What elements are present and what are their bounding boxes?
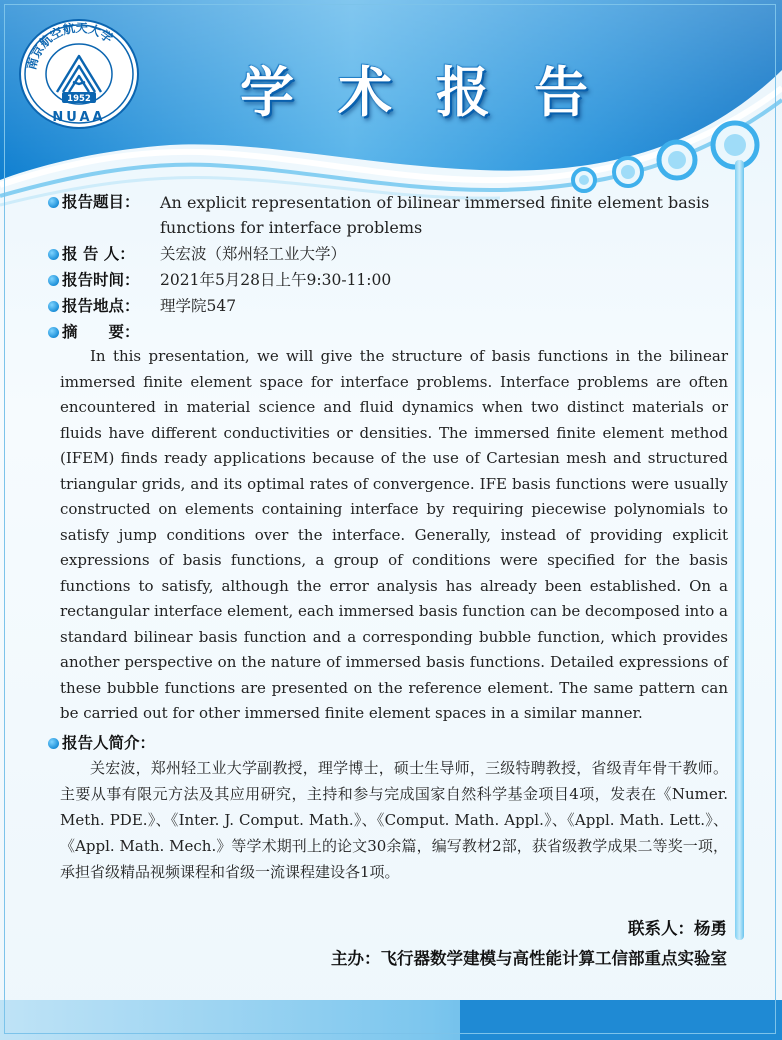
bottom-bar-accent xyxy=(460,1000,782,1040)
right-decorative-pipe xyxy=(735,160,744,940)
speaker-label: 报 告 人： xyxy=(62,245,135,263)
title-char: 告 xyxy=(534,61,592,124)
bullet-icon xyxy=(48,249,59,260)
host-organization: 主办：飞行器数学建模与高性能计算工信部重点实验室 xyxy=(331,949,727,968)
bullet-icon xyxy=(48,197,59,208)
contact-person: 联系人：杨勇 xyxy=(628,919,727,938)
topic-value: An explicit representation of bilinear immersed finite element basis functions for interface problems xyxy=(160,193,710,237)
time-row xyxy=(48,268,728,292)
title-char: 报 xyxy=(436,61,494,124)
abstract-label: 摘 要： xyxy=(62,323,140,341)
bullet-icon xyxy=(48,275,59,286)
content xyxy=(48,190,728,885)
logo-arc-text: 南京航空航天大学 xyxy=(24,20,116,72)
abstract-text: In this presentation, we will give the structure of basis functions in the bilinear immersed finite element space for interface problems. Interface problems are often encountered in material science and fluid dynamics when two distinct materials or fluids have different conductivities or densities. The immersed finite element method (IFEM) finds ready applications because of the use of Cartesian mesh and structured triangular grids, and its optimal rates of convergence. IFE basis functions were usually constructed on elements containing interface by requiring piecewise polynomials to satisfy jump conditions over the interface. Generally, instead of providing explicit expressions of basis functions, a group of conditions were specified for the basis functions to satisfy, although the error analysis has already been established. On a rectangular interface element, each immersed basis function can be decomposed into a standard bilinear basis function and a corresponding bubble function, which provides another perspective on the nature of immersed basis functions. Detailed expressions of these bubble functions are presented on the reference element. The same pattern can be carried out for other immersed finite element spaces in a similar manner. xyxy=(60,347,728,722)
logo-year: 1952 xyxy=(67,94,91,104)
bullet-icon xyxy=(48,301,59,312)
time-value: 2021年5月28日上午9:30-11:00 xyxy=(160,271,392,289)
speaker-row xyxy=(48,242,728,266)
title-char: 术 xyxy=(338,61,396,124)
logo-letters: NUAA xyxy=(52,110,106,125)
title-char: 学 xyxy=(240,61,298,124)
bullet-icon xyxy=(48,738,59,749)
university-logo xyxy=(18,18,140,130)
topic-label: 报告题目： xyxy=(62,193,140,211)
page-title xyxy=(240,50,592,124)
bio-text: 关宏波，郑州轻工业大学副教授，理学博士，硕士生导师，三级特聘教授，省级青年骨干教师。主要从事有限元方法及其应用研究，主持和参与完成国家自然科学基金项目4项，发表在《Numer. Meth. PDE.》、《Inter. J. Comput. Math.》、《Comput. Math. Appl.》、《Appl. Math. Lett.》、《Appl. Math. Mech.》等学术期刊上的论文30余篇，编写教材2部，获省级教学成果二等奖一项，承担省级精品视频课程和省级一流课程建设各1项。 xyxy=(60,758,728,881)
time-label: 报告时间： xyxy=(62,271,140,289)
bullet-icon xyxy=(48,327,59,338)
bio-heading xyxy=(48,731,728,755)
speaker-value: 关宏波（郑州轻工业大学） xyxy=(160,245,347,263)
topic-row xyxy=(48,190,728,240)
place-row xyxy=(48,294,728,318)
place-label: 报告地点： xyxy=(62,297,140,315)
place-value: 理学院547 xyxy=(160,297,237,315)
abstract-heading xyxy=(48,320,728,344)
bio-label: 报告人简介： xyxy=(62,733,156,752)
